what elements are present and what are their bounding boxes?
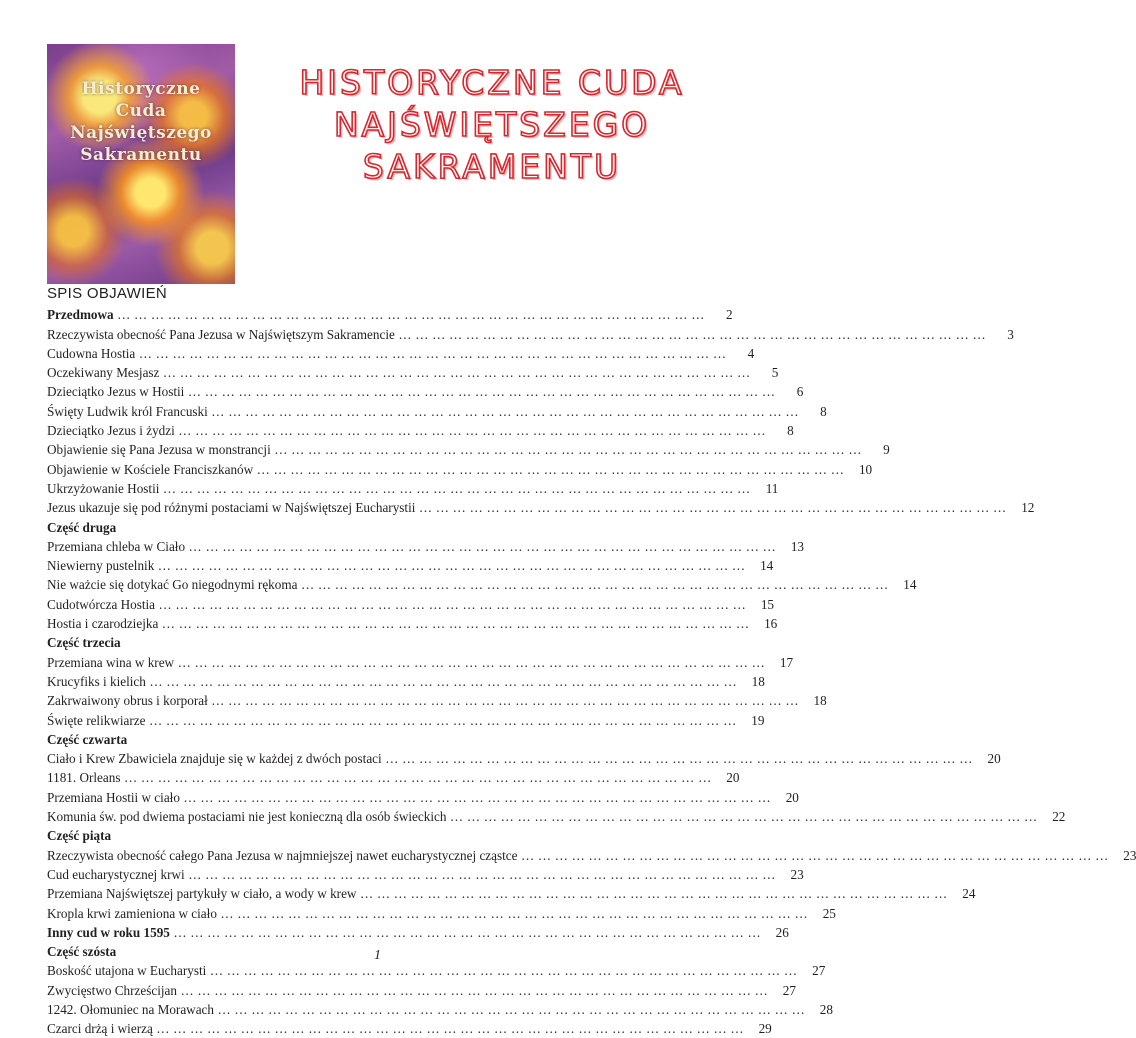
toc-page-number: 4: [747, 345, 755, 361]
toc-entry-title: 1181. Orleans: [47, 770, 121, 786]
toc-entry-title: Niewierny pustelnik: [47, 558, 155, 574]
page-number: 1: [374, 948, 381, 963]
toc-entry: [47, 498, 1035, 517]
toc-entry-title: Święte relikwiarze: [47, 712, 146, 728]
toc-entry-title: Cudotwórcza Hostia: [47, 596, 156, 612]
toc-entry: [47, 594, 774, 613]
toc-page-number: 20: [726, 770, 740, 786]
toc-entry-title: Inny cud w roku 1595: [47, 924, 170, 940]
toc-page-number: 26: [775, 924, 789, 940]
toc-entry-title: Część czwarta: [47, 731, 128, 747]
toc-entry-title: Zwycięstwo Chrześcijan: [47, 982, 178, 998]
toc-page-number: 8: [787, 423, 794, 439]
leader-dots: … … … … … … … … … … … … … … … … … … … … … … … … … … … … … … … … … … …: [120, 770, 712, 786]
toc-entry: [47, 884, 976, 903]
leader-dots: … … … … … … … … … … … … … … … … … … … … … … … … … … … … … … … … … … …: [214, 1001, 805, 1017]
leader-dots: … … … … … … … … … … … … … … … … … … … … … … … … … … … … … … … … … … …: [207, 403, 799, 419]
toc-entry-title: Przemiana wina w krew: [47, 654, 175, 670]
toc-entry: [47, 961, 826, 980]
toc-section-heading: [47, 826, 579, 845]
toc-entry: [47, 1019, 772, 1038]
leader-dots: … … … … … … … … … … … … … … … … … … … … … … … … … … … … … … … … … … …: [394, 326, 986, 342]
toc-entry: [47, 768, 740, 787]
toc-entry: [47, 479, 779, 498]
toc-page-number: 23: [790, 866, 804, 882]
toc-entry-title: Rzeczywista obecność całego Pana Jezusa w najmniejszej nawet eucharystycznej cząstce: [47, 847, 518, 863]
toc-entry: [47, 672, 765, 691]
toc-entry-title: Część druga: [47, 519, 117, 535]
toc-entry: [47, 652, 794, 671]
toc-entry-title: Dzieciątko Jezus i żydzi: [47, 423, 175, 439]
toc-entry: [47, 865, 804, 884]
toc-entry-title: Kropla krwi zamieniona w ciało: [47, 905, 217, 921]
toc-entry: [47, 421, 794, 440]
leader-dots: … … … … … … … … … … … … … … … … … … … … … … … … … … … … … … … … … … …: [177, 982, 768, 998]
toc-page-number: 15: [760, 596, 774, 612]
toc-entry: [47, 305, 733, 324]
leader-dots: … … … … … … … … … … … … … … … … … … … … … … … … … … … … … … … … … … …: [179, 789, 771, 805]
toc-entry: [47, 845, 1136, 864]
toc-entry: [47, 1000, 833, 1019]
leader-dots: … … … … … … … … … … … … … … … … … … … … … … … … … … … … … … … … … … …: [297, 577, 889, 593]
leader-dots: … … … … … … … … … … … … … … … … … … … … … … … … … … … … … … … … … … …: [145, 712, 737, 728]
toc-entry: [47, 807, 1066, 826]
cover-title: Historyczne Cuda Najświętszego Sakramentu: [70, 79, 212, 165]
leader-dots: … … … … … … … … … … … … … … … … … … … … … … … … … … … … … … … … … … …: [174, 654, 766, 670]
leader-dots: … … … … … … … … … … … … … … … … … … … … … … … … … … … … … … … … … … …: [158, 616, 750, 632]
toc-entry-title: Cudowna Hostia: [47, 345, 136, 361]
toc-page-number: 6: [796, 384, 804, 400]
toc-entry-title: Oczekiwany Mesjasz: [47, 365, 160, 381]
toc-page-number: 14: [903, 577, 917, 593]
toc-entry: [47, 749, 1001, 768]
toc-entry: [47, 537, 805, 556]
toc-entry-title: Boskość utajona w Eucharysti: [47, 963, 207, 979]
leader-dots: … … … … … … … … … … … … … … … … … … … … … … … … … … … … … … … … … … …: [206, 963, 798, 979]
leader-dots: … … … … … … … … … … … … … … … … … … … … … … … … … … … … … … … … … … …: [216, 905, 808, 921]
leader-dots: … … … … … … … … … … … … … … … … … … … … … … … … … … … … … … … … … … …: [152, 1021, 744, 1037]
table-of-contents: [47, 305, 1136, 1038]
leader-dots: … … … … … … … … … … … … … … … … … … … … … … … … … … … … … … … … … … …: [135, 345, 727, 361]
toc-page-number: 29: [758, 1021, 772, 1037]
toc-page-number: 27: [812, 963, 826, 979]
toc-entry-title: Jezus ukazuje się pod różnymi postaciami w Najświętszej Eucharystii: [47, 500, 416, 516]
toc-entry: [47, 614, 778, 633]
toc-entry-title: Ciało i Krew Zbawiciela znajduje się w każdej z dwóch postaci: [47, 751, 382, 767]
toc-page-number: 27: [782, 982, 796, 998]
toc-page-number: 22: [1052, 809, 1066, 825]
toc-entry: [47, 556, 774, 575]
toc-entry-title: Przedmowa: [47, 307, 114, 323]
document-title: HISTORYCZNE CUDA NAJŚWIĘTSZEGO SAKRAMENTU: [299, 63, 685, 186]
toc-entry: [47, 324, 1014, 343]
toc-entry: [47, 787, 799, 806]
toc-page-number: 9: [883, 442, 890, 458]
toc-page-number: 25: [822, 905, 836, 921]
toc-entry-title: Ukrzyżowanie Hostii: [47, 480, 160, 496]
toc-page-number: 13: [790, 538, 805, 554]
leader-dots: … … … … … … … … … … … … … … … … … … … … … … … … … … … … … … … … … … …: [207, 693, 799, 709]
leader-dots: … … … … … … … … … … … … … … … … … … … … … … … … … … … … … … … … … … …: [184, 384, 776, 400]
leader-dots: … … … … … … … … … … … … … … … … … … … … … … … … … … … … … … … … … … …: [159, 365, 751, 381]
toc-entry-title: Przemiana chleba w Ciało: [47, 538, 186, 554]
leader-dots: … … … … … … … … … … … … … … … … … … … … … … … … … … … … … … … … … … …: [517, 847, 1109, 863]
toc-entry: [47, 363, 779, 382]
toc-page-number: 18: [751, 673, 765, 689]
toc-page-number: 12: [1021, 500, 1035, 516]
toc-entry: [47, 903, 836, 922]
leader-dots: … … … … … … … … … … … … … … … … … … … … … … … … … … … … … … … … … … …: [270, 442, 862, 458]
toc-entry-title: Część piąta: [47, 828, 112, 844]
toc-entry-title: Czarci drżą i wierzą: [47, 1021, 153, 1037]
toc-entry-title: Przemiana Najświętszej partykuły w ciało, a wody w krew: [47, 886, 357, 902]
toc-page-number: 19: [751, 712, 765, 728]
leader-dots: … … … … … … … … … … … … … … … … … … … … … … … … … … … … … … … … … … …: [184, 866, 776, 882]
toc-entry: [47, 382, 804, 401]
leader-dots: … … … … … … … … … … … … … … … … … … … … … … … … … … … … … … … … … … …: [253, 461, 845, 477]
toc-page-number: 20: [785, 789, 799, 805]
leader-dots: … … … … … … … … … … … … … … … … … … … … … … … … … … … … … … … … … … …: [145, 673, 737, 689]
toc-entry-title: 1242. Ołomuniec na Morawach: [47, 1001, 214, 1017]
toc-page-number: 5: [771, 365, 779, 381]
toc-page-number: 8: [820, 403, 827, 419]
toc-page-number: 10: [858, 461, 873, 477]
leader-dots: … … … … … … … … … … … … … … … … … … … … … … … … … … … … … … … … … … …: [169, 924, 761, 940]
leader-dots: … … … … … … … … … … … … … … … … … … … … … … … … … … … … … … … … … … …: [415, 500, 1007, 516]
toc-page-number: 20: [987, 751, 1001, 767]
cover-image: [47, 44, 235, 284]
toc-section-heading: [47, 517, 579, 536]
leader-dots: … … … … … … … … … … … … … … … … … … … … … … … … … … … … … … … … … … …: [446, 809, 1038, 825]
leader-dots: … … … … … … … … … … … … … … … … … … … … … … … … … … … … … … … … … … …: [356, 886, 948, 902]
leader-dots: … … … … … … … … … … … … … … … … … … … … … … … … … … … … … … … … … … …: [174, 423, 766, 439]
leader-dots: … … … … … … … … … … … … … … … … … … … … … … … … … … … … … … … … … … …: [155, 596, 746, 612]
toc-page-number: 23: [1123, 847, 1136, 863]
leader-dots: … … … … … … … … … … … … … … … … … … … … … … … … … … … … … … … … … … …: [113, 307, 705, 323]
toc-entry: [47, 923, 789, 942]
toc-page-number: 18: [813, 693, 827, 709]
leader-dots: … … … … … … … … … … … … … … … … … … … … … … … … … … … … … … … … … … …: [381, 751, 973, 767]
toc-page-number: 3: [1007, 326, 1014, 342]
toc-entry-title: Część szósta: [47, 944, 117, 960]
toc-entry-title: Hostia i czarodziejka: [47, 616, 159, 632]
toc-heading: SPIS OBJAWIEŃ: [47, 285, 168, 302]
toc-entry: [47, 710, 765, 729]
toc-entry-title: Objawienie w Kościele Franciszkanów: [47, 461, 254, 477]
toc-entry-title: Cud eucharystycznej krwi: [47, 866, 185, 882]
toc-entry: [47, 401, 827, 420]
toc-entry-title: Przemiana Hostii w ciało: [47, 789, 180, 805]
toc-page-number: 17: [779, 654, 794, 670]
toc-section-heading: [47, 942, 579, 961]
toc-page-number: 16: [764, 616, 778, 632]
toc-entry-title: Krucyfiks i kielich: [47, 673, 146, 689]
leader-dots: … … … … … … … … … … … … … … … … … … … … … … … … … … … … … … … … … … …: [154, 558, 746, 574]
toc-entry-title: Dzieciątko Jezus w Hostii: [47, 384, 185, 400]
toc-section-heading: [47, 633, 579, 652]
toc-entry: [47, 459, 873, 478]
toc-page-number: 2: [726, 307, 733, 323]
toc-entry-title: Nie ważcie się dotykać Go niegodnymi rękoma: [47, 577, 298, 593]
toc-entry-title: Zakrwaiwony obrus i korporał: [47, 693, 208, 709]
leader-dots: … … … … … … … … … … … … … … … … … … … … … … … … … … … … … … … … … … …: [185, 538, 777, 554]
toc-entry-title: Komunia św. pod dwiema postaciami nie jest konieczną dla osób świeckich: [47, 809, 447, 825]
leader-dots: … … … … … … … … … … … … … … … … … … … … … … … … … … … … … … … … … … …: [159, 480, 751, 496]
toc-page-number: 14: [760, 558, 774, 574]
toc-page-number: 24: [962, 886, 976, 902]
toc-entry-title: Rzeczywista obecność Pana Jezusa w Najświętszym Sakramencie: [47, 326, 395, 342]
toc-entry: [47, 980, 796, 999]
toc-entry: [47, 344, 755, 363]
toc-section-heading: [47, 730, 579, 749]
toc-entry-title: Święty Ludwik król Francuski: [47, 403, 208, 419]
toc-page-number: 11: [765, 480, 779, 496]
toc-entry: [47, 691, 827, 710]
toc-page-number: 28: [819, 1001, 833, 1017]
toc-entry-title: Część trzecia: [47, 635, 121, 651]
toc-entry: [47, 440, 890, 459]
toc-entry: [47, 575, 917, 594]
toc-entry-title: Objawienie się Pana Jezusa w monstrancji: [47, 442, 271, 458]
